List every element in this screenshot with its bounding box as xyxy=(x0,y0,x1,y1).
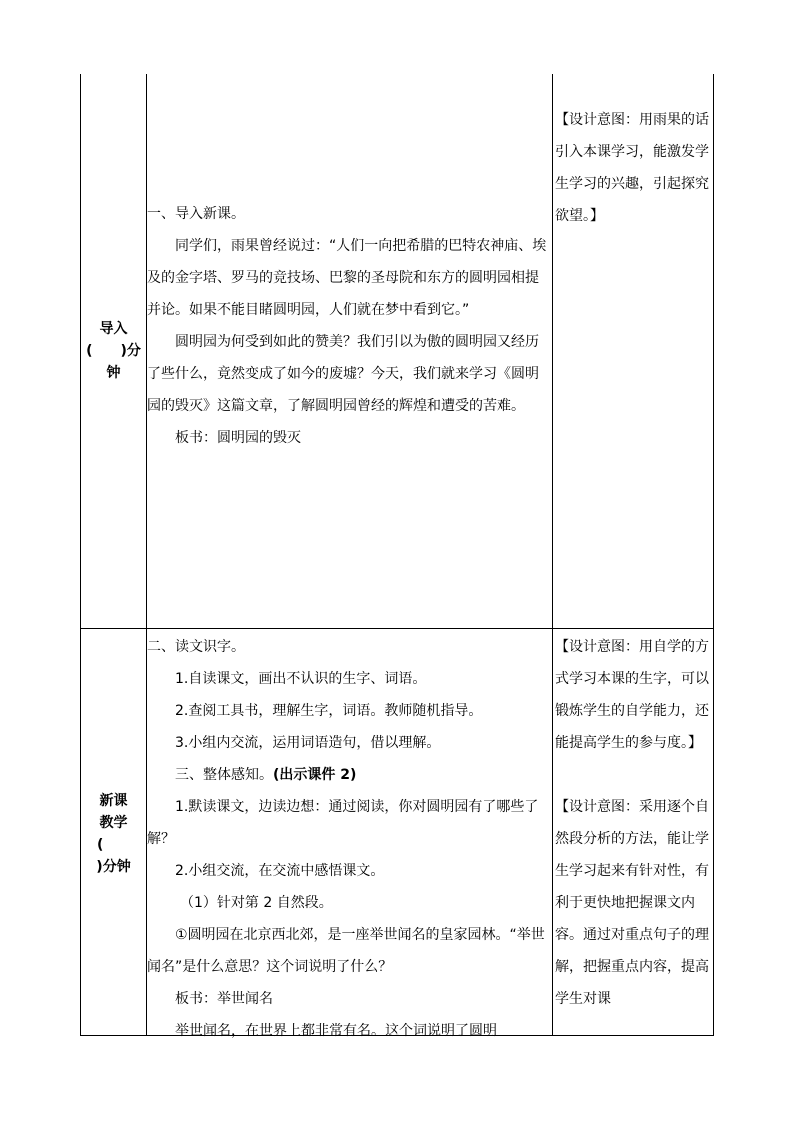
row2-label-line4: )分钟 xyxy=(96,859,131,875)
section-overview-heading xyxy=(147,759,552,791)
table-border-left xyxy=(80,74,81,1036)
overview-step-1: 1.默读课文，边读边想：通过阅读，你对圆明园有了哪些了解？ xyxy=(147,799,539,847)
intro-heading: 一、导入新课。 xyxy=(147,206,245,222)
row1-label-line3: 钟 xyxy=(106,365,121,381)
row-divider xyxy=(80,628,714,629)
design-note-intro: 【设计意图：用雨果的话引入本课学习，能激发学生学习的兴趣，引起探究欲望。】 xyxy=(555,112,709,224)
row2-label-line3: ( xyxy=(97,837,104,853)
step-2: 2.查阅工具书，理解生字，词语。教师随机指导。 xyxy=(175,703,483,719)
paragraph-2-focus: （1）针对第 2 自然段。 xyxy=(180,895,333,911)
paragraph-2-question: ①圆明园在北京西北郊，是一座举世闻名的皇家园林。“举世闻名”是什么意思？这个词说明了什么？ xyxy=(147,927,545,975)
intro-paragraph-1: 同学们，雨果曾经说过：“人们一向把希腊的巴特农神庙、埃及的金字塔、罗马的竞技场、巴黎的圣母院和东方的圆明园相提并论。如果不能目睹圆明园，人们就在梦中看到它。” xyxy=(147,238,547,318)
overview-heading-text: 三、整体感知。 xyxy=(175,767,273,783)
table-border-right xyxy=(713,74,714,1036)
row2-label xyxy=(81,790,146,878)
row2-label-line1: 新课 xyxy=(99,793,128,809)
row2-design-notes xyxy=(555,631,713,1015)
courseware-cue: (出示课件 2) xyxy=(273,767,357,783)
step-1: 1.自读课文，画出不认识的生字、词语。 xyxy=(175,671,427,687)
table-divider-note xyxy=(552,74,553,1036)
row1-content xyxy=(147,198,552,454)
design-note-literacy: 【设计意图：用自学的方式学习本课的生字，可以锻炼学生的自学能力，还能提高学生的参与度。】 xyxy=(555,639,709,751)
row1-label xyxy=(81,318,146,384)
lesson-plan-table xyxy=(80,74,714,1039)
explanation-text: 举世闻名，在世界上都非常有名。这个词说明了圆明 xyxy=(175,1023,497,1039)
row1-design-note xyxy=(555,104,713,232)
row2-content xyxy=(147,631,552,1047)
overview-step-2: 2.小组交流，在交流中感悟课文。 xyxy=(175,863,385,879)
board-note-2: 板书：举世闻名 xyxy=(175,991,273,1007)
row2-label-line2: 教学 xyxy=(99,815,128,831)
intro-paragraph-2: 圆明园为何受到如此的赞美？我们引以为傲的圆明园又经历了些什么，竟然变成了如今的废墟？今天，我们就来学习《圆明园的毁灭》这篇文章，了解圆明园曾经的辉煌和遭受的苦难。 xyxy=(147,334,539,414)
section-read-heading: 二、读文识字。 xyxy=(147,639,245,655)
intro-board-note: 板书：圆明园的毁灭 xyxy=(175,430,301,446)
row1-label-line1: 导入 xyxy=(99,321,128,337)
row1-label-line2: ( )分 xyxy=(86,343,141,359)
design-note-paragraphs: 【设计意图：采用逐个自然段分析的方法，能让学生学习起来有针对性，有利于更快地把握课文内容。通过对重点句子的理解，把握重点内容，提高学生对课 xyxy=(555,799,709,1007)
step-3: 3.小组内交流，运用词语造句，借以理解。 xyxy=(175,735,441,751)
